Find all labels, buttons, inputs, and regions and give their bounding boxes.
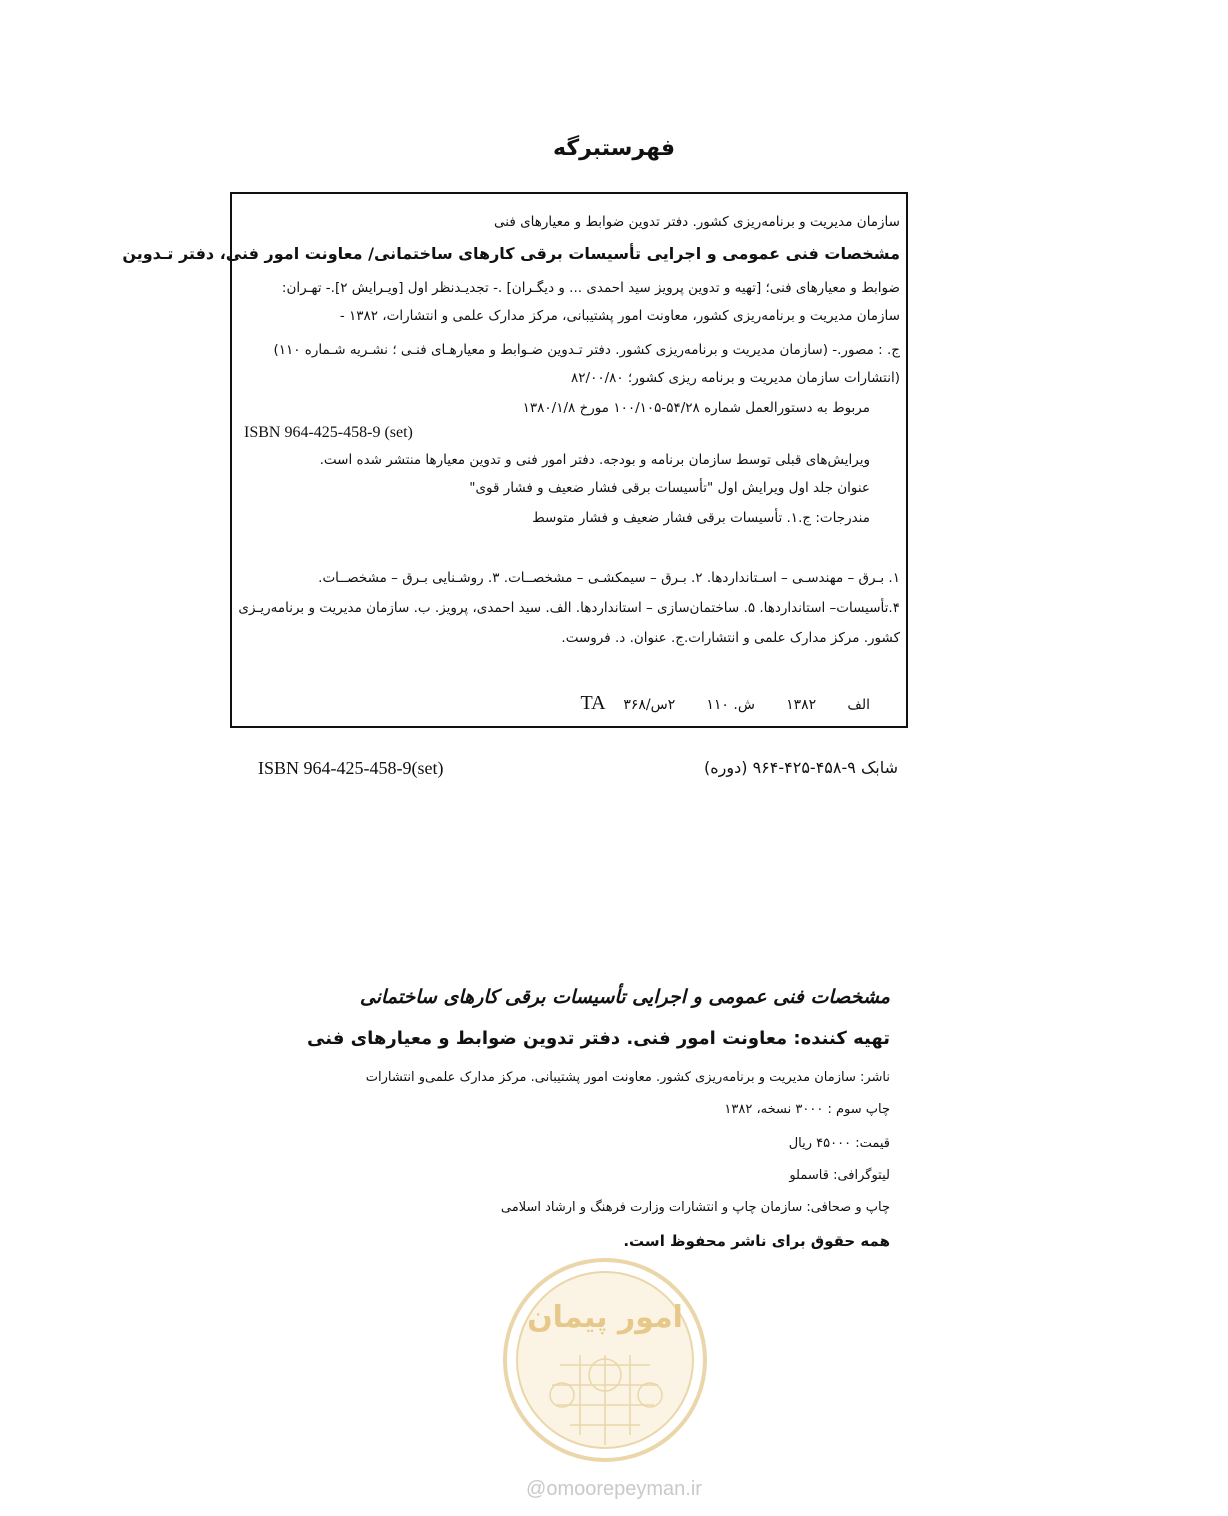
cip-line: ج. : مصور.- (سازمان مدیریت و برنامه‌ریزی کشور. دفتر تـدوین ضـوابط و معیارهـای فنـی ؛ نشـریه شـماره ۱۱۰) (273, 342, 900, 358)
cip-title-line: مشخصات فنی عمومی و اجرایی تأسیسات برقی کارهای ساختمانی/ معاونت امور فنی، دفتر تـدوین (122, 244, 900, 263)
page-title: فهرستبرگه (552, 136, 676, 161)
isbn-persian: شابک ۹-۴۵۸-۴۲۵-۹۶۴ (دوره) (704, 758, 898, 777)
printing: چاپ و صحافی: سازمان چاپ و انتشارات وزارت فرهنگ و ارشاد اسلامی (500, 1200, 890, 1215)
cip-line: عنوان جلد اول ویرایش اول "تأسیسات برقی فشار ضعیف و فشار قوی" (469, 480, 870, 496)
classification-call: ۲س/۳۶۸ (623, 697, 676, 713)
classification-ta: TA (580, 692, 606, 714)
cataloging-record-box (122, 192, 908, 728)
cip-line: مندرجات: ج.۱. تأسیسات برقی فشار ضعیف و فشار متوسط (532, 510, 870, 526)
cip-classification (580, 692, 870, 715)
cip-subject-line: ۱. بـرق – مهندسـی – اسـتانداردها. ۲. بـرق – سیمکشـی – مشخصــات. ۳. روشـنایی بـرق – مشخصــات. (318, 570, 900, 586)
book-title: مشخصات فنی عمومی و اجرایی تأسیسات برقی کارهای ساختمانی (359, 986, 890, 1008)
isbn-latin: ISBN 964-425-458-9(set) (258, 758, 444, 778)
rights-notice: همه حقوق برای ناشر محفوظ است. (623, 1232, 890, 1250)
classification-number: ش. ۱۱۰ (706, 697, 755, 713)
publisher: ناشر: سازمان مدیریت و برنامه‌ریزی کشور. معاونت امور پشتیبانی. مرکز مدارک علمی‌و انتشارات (365, 1070, 890, 1085)
cip-isbn: ISBN 964-425-458-9 (set) (244, 424, 413, 441)
price: قیمت: ۴۵۰۰۰ ریال (788, 1136, 890, 1151)
classification-alef: الف (847, 697, 870, 713)
prepared-by: تهیه کننده: معاونت امور فنی. دفتر تدوین ضوابط و معیارهای فنی (307, 1028, 890, 1049)
cip-author-line: سازمان مدیریت و برنامه‌ریزی کشور. دفتر تدوین ضوابط و معیارهای فنی (494, 214, 900, 230)
seal-text: امور پیمان (527, 1300, 683, 1335)
cip-subject-line: کشور. مرکز مدارک علمی و انتشارات.ج. عنوان. د. فروست. (561, 630, 900, 646)
lithography: لیتوگرافی: قاسملو (789, 1168, 890, 1183)
cip-line: ضوابط و معیارهای فنی؛ [تهیه و تدوین پرویز سید احمدی ... و دیگـران] .- تجدیـدنظر اول [ویـرایش ۲].- تهـران: (281, 280, 900, 296)
watermark-seal-icon (500, 1255, 710, 1465)
cip-line: (انتشارات سازمان مدیریت و برنامه ریزی کشور؛ ۸۲/۰۰/۸۰ (571, 370, 900, 386)
cip-line: مربوط به دستورالعمل شماره ۵۴/۲۸-۱۰۰/۱۰۵ مورخ ۱۳۸۰/۱/۸ (522, 400, 870, 416)
cip-line: ویرایش‌های قبلی توسط سازمان برنامه و بودجه. دفتر امور فنی و تدوین معیارها منتشر شده است. (319, 452, 870, 468)
cip-subject-line: ۴.تأسیسات– استانداردها. ۵. ساختمان‌سازی – استانداردها. الف. سید احمدی، پرویز. ب. سازمان مدیریت و برنامه‌ریـزی (238, 600, 900, 616)
cip-line: سازمان مدیریت و برنامه‌ریزی کشور، معاونت امور پشتیبانی، مرکز مدارک علمی و انتشارات، ۱۳۸۲ - (339, 308, 900, 324)
edition: چاپ سوم : ۳۰۰۰ نسخه، ۱۳۸۲ (724, 1102, 890, 1117)
classification-year: ۱۳۸۲ (786, 697, 817, 713)
watermark-website: @omoorepeyman.ir (526, 1478, 702, 1500)
